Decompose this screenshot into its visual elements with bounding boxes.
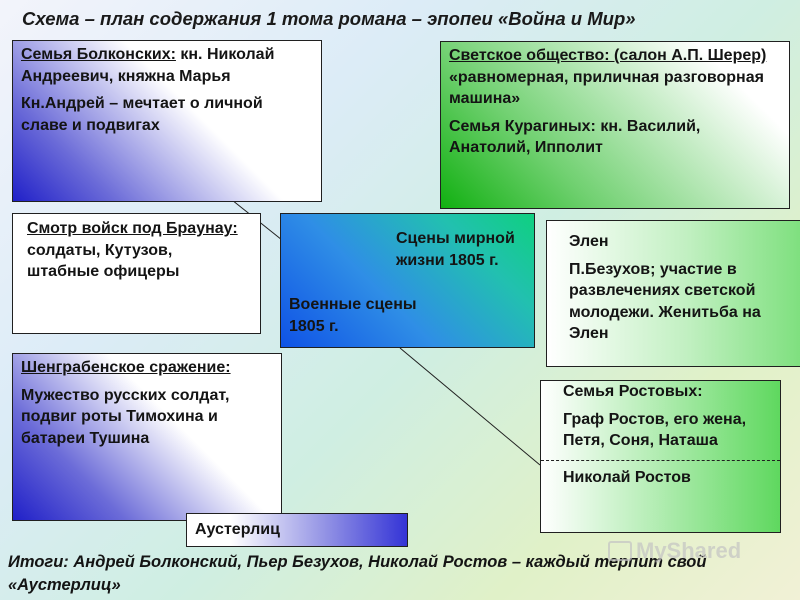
box-center-scenes [280, 213, 535, 348]
box-secular-society [440, 41, 790, 209]
peace-scenes-label: Сцены мирной жизни 1805 г. [396, 230, 515, 269]
elen-body: П.Безухов; участие в развлечениях светской молодежи. Женитьба на Элен [569, 260, 761, 343]
summary-text: Итоги: Андрей Болконский, Пьер Безухов, Николай Ростов – каждый терпит свой «Аустерлиц» [8, 553, 707, 595]
braunau-body: солдаты, Кутузов, штабные офицеры [27, 241, 180, 281]
box-rostov-family [540, 380, 781, 533]
bolkonsky-heading: Семья Болконских: [21, 46, 176, 63]
bolkonsky-andrey: Кн.Андрей – мечтает о личной славе и подвигах [21, 95, 263, 134]
secular-heading: Светское общество: (салон А.П. Шерер) [449, 47, 767, 64]
elen-heading: Элен [569, 233, 609, 250]
box-braunau-review [12, 213, 261, 334]
box-elen [546, 220, 800, 367]
connector-center-rostov [400, 348, 540, 465]
watermark-text: MyShared [636, 538, 742, 563]
austerlitz-label: Аустерлиц [195, 521, 280, 538]
box-schoengraben-battle [12, 353, 282, 521]
schoengraben-heading: Шенграбенское сражение: [21, 359, 231, 376]
page-title: Схема – план содержания 1 тома романа – эпопеи «Война и Мир» [22, 8, 636, 29]
war-scenes-label: Военные сцены 1805 г. [289, 296, 417, 335]
secular-description: «равномерная, приличная разговорная машина» [449, 68, 764, 108]
box-bolkonsky-family [12, 40, 322, 202]
rostov-footer: Николай Ростов [541, 460, 780, 489]
bolkonsky-members: кн. Николай Андреевич, княжна Марья [21, 46, 275, 85]
rostov-body: Граф Ростов, его жена, Петя, Соня, Наташа [563, 410, 747, 450]
braunau-heading: Смотр войск под Браунау: [27, 220, 238, 237]
watermark [608, 538, 741, 564]
box-austerlitz [186, 513, 408, 547]
schoengraben-body: Мужество русских солдат, подвиг роты Тимохина и батареи Тушина [21, 386, 230, 447]
kuragin-family: Семья Курагиных: кн. Василий, Анатолий, Ипполит [449, 117, 701, 157]
rostov-heading: Семья Ростовых: [563, 383, 703, 400]
watermark-chart-icon [608, 541, 632, 561]
